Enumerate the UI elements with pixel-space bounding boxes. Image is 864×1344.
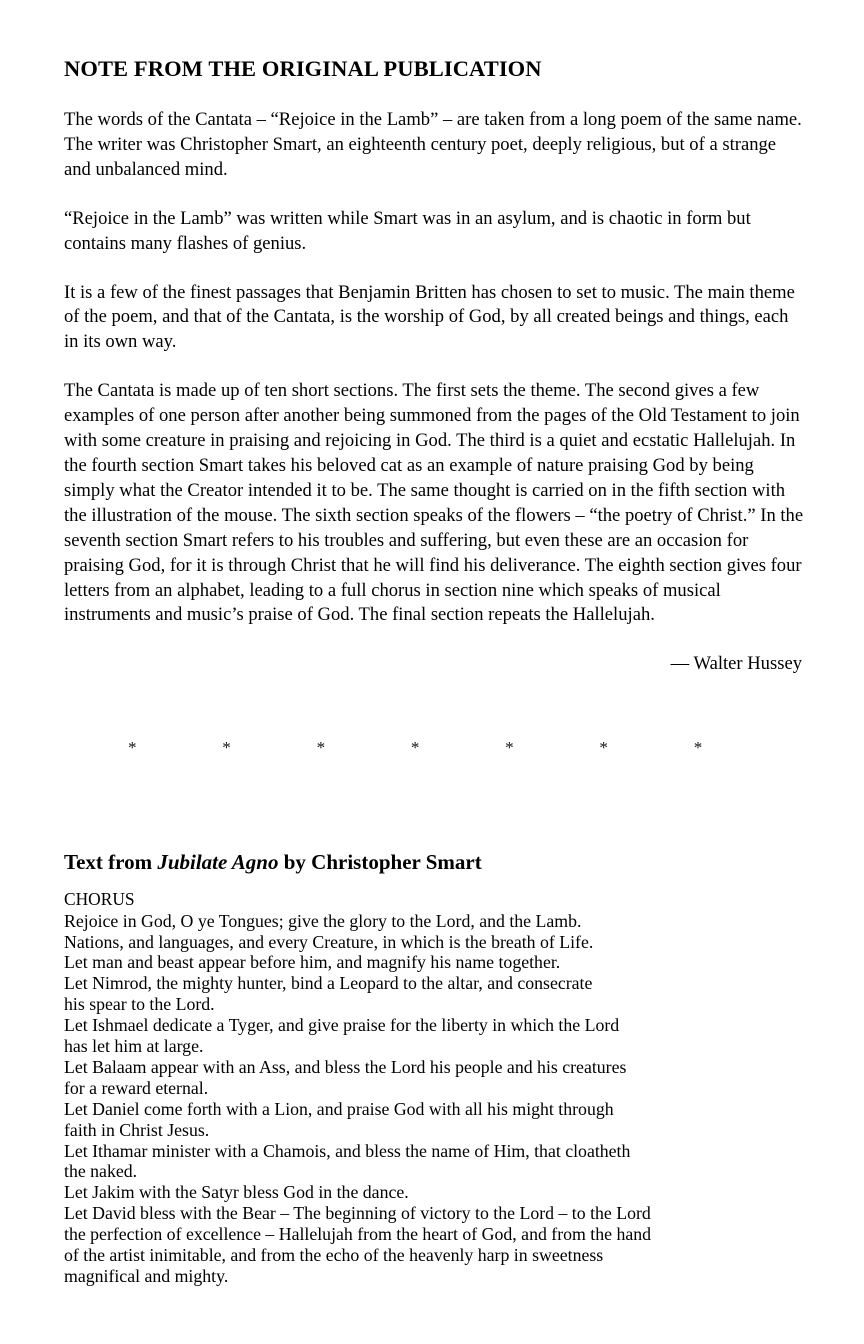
verse-line: magnifical and mighty. bbox=[64, 1266, 229, 1287]
verse-line: the naked. bbox=[64, 1161, 138, 1182]
text-section-heading bbox=[64, 850, 804, 875]
asterisk-glyph: * bbox=[693, 738, 703, 758]
asterisk-divider bbox=[64, 739, 788, 756]
verse-line: Nations, and languages, and every Creature, in which is the breath of Life. bbox=[64, 931, 594, 952]
verse-line: Let David bless with the Bear – The beginning of victory to the Lord – to the Lord bbox=[64, 1203, 651, 1224]
asterisk-glyph: * bbox=[316, 738, 326, 758]
verse-line: Let Daniel come forth with a Lion, and praise God with all his might through bbox=[64, 1098, 614, 1119]
asterisk-glyph: * bbox=[599, 738, 608, 758]
verse-line: Let Ithamar minister with a Chamois, and bless the name of Him, that cloatheth bbox=[64, 1140, 631, 1161]
verse-line: for a reward eternal. bbox=[64, 1077, 209, 1098]
verse-line: Let Jakim with the Satyr bless God in the dance. bbox=[64, 1182, 409, 1203]
verse-line: Let Balaam appear with an Ass, and bless the Lord his people and his creatures bbox=[64, 1056, 627, 1077]
verse-lines bbox=[64, 911, 804, 1287]
note-section-heading: NOTE FROM THE ORIGINAL PUBLICATION bbox=[64, 56, 542, 81]
verse-line: Let Nimrod, the mighty hunter, bind a Leopard to the altar, and consecrate bbox=[64, 973, 593, 994]
text-heading-prefix: Text from bbox=[64, 850, 158, 875]
verse-line: Rejoice in God, O ye Tongues; give the glory to the Lord, and the Lamb. bbox=[64, 910, 582, 931]
text-heading-work-title: Jubilate Agno bbox=[157, 850, 279, 875]
verse-line: Let Ishmael dedicate a Tyger, and give praise for the liberty in which the Lord bbox=[64, 1015, 620, 1036]
asterisk-glyph: * bbox=[410, 738, 420, 758]
verse-line: has let him at large. bbox=[64, 1036, 204, 1057]
chorus-label: CHORUS bbox=[64, 889, 135, 910]
note-paragraph-1: The words of the Cantata – “Rejoice in the Lamb” – are taken from a long poem of the same name. The writer was Christopher Smart, an eighteenth century poet, deeply religious, but of a strange and unbalanced mind. bbox=[64, 109, 802, 180]
verse-line: his spear to the Lord. bbox=[64, 994, 215, 1015]
text-heading-suffix: by Christopher Smart bbox=[278, 850, 482, 875]
note-paragraph-2: “Rejoice in the Lamb” was written while Smart was in an asylum, and is chaotic in form but contains many flashes of genius. bbox=[64, 207, 751, 254]
page-content bbox=[64, 55, 804, 1287]
asterisk-glyph: * bbox=[505, 738, 514, 758]
verse-line: of the artist inimitable, and from the echo of the heavenly harp in sweetness bbox=[64, 1245, 604, 1266]
asterisk-glyph: * bbox=[222, 738, 231, 758]
text-section bbox=[64, 850, 804, 1287]
verse-line: Let man and beast appear before him, and magnify his name together. bbox=[64, 952, 561, 973]
note-attribution: — Walter Hussey bbox=[670, 653, 802, 675]
note-paragraph-4: The Cantata is made up of ten short sections. The first sets the theme. The second gives a few examples of one person after another being summoned from the pages of the Old Testament to join with some creature in praising and rejoicing in God. The third is a quiet and ecstatic Hallelujah. In the fourth section Smart takes his beloved cat as an example of nature praising God by being simply what the Creator intended it to be. The same thought is carried on in the fifth section with the illustration of the mouse. The sixth section speaks of the flowers – “the poetry of Christ.” In the seventh section Smart refers to his troubles and suffering, but even these are an occasion for praising God, for it is through Christ that he will find his deliverance. The eighth section gives four letters from an alphabet, leading to a full chorus in section nine which speaks of musical instruments and music’s praise of God. The final section repeats the Hallelujah. bbox=[64, 380, 804, 626]
verse-line: the perfection of excellence – Hallelujah from the heart of God, and from the hand bbox=[64, 1224, 652, 1245]
verse-line: faith in Christ Jesus. bbox=[64, 1119, 210, 1140]
asterisk-glyph: * bbox=[128, 738, 137, 758]
note-paragraph-3: It is a few of the finest passages that Benjamin Britten has chosen to set to music. The main theme of the poem, and that of the Cantata, is the worship of God, by all created beings and things, each in its own way. bbox=[64, 281, 795, 353]
